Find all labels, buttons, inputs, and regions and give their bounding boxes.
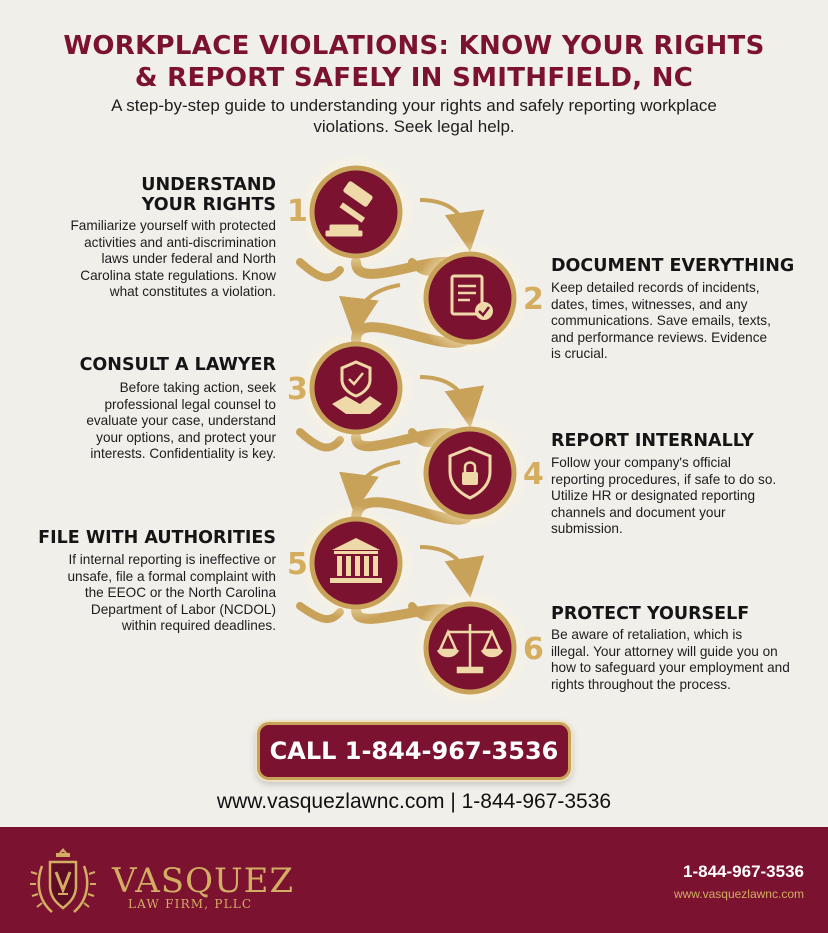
step-2-title: DOCUMENT EVERYTHING bbox=[551, 256, 795, 276]
step-6-number: 6 bbox=[523, 632, 544, 667]
step-3-title: CONSULT A LAWYER bbox=[79, 355, 276, 375]
title-line-1: WORKPLACE VIOLATIONS: KNOW YOUR RIGHTS bbox=[63, 31, 765, 61]
page-subtitle: A step-by-step guide to understanding your rights and safely reporting workplace violations. Seek legal help. bbox=[111, 96, 717, 136]
footer-phone[interactable]: 1-844-967-3536 bbox=[683, 862, 804, 881]
brand-name: VASQUEZ bbox=[112, 861, 295, 901]
step-1-number: 1 bbox=[287, 194, 308, 229]
brand-subtitle: LAW FIRM, PLLC bbox=[128, 897, 253, 911]
step-2-circle bbox=[412, 240, 528, 356]
step-5-description: If internal reporting is ineffective or unsafe, file a formal complaint with the EEOC or the North Carolina Department of Labor (NCDOL) within required deadlines. bbox=[67, 552, 276, 633]
step-4-description: Follow your company's official reporting procedures, if safe to do so. Utilize HR or designated reporting channels and document your submission. bbox=[551, 455, 777, 536]
step-6-title: PROTECT YOURSELF bbox=[551, 604, 750, 624]
arrow-3-to-4 bbox=[420, 377, 468, 412]
step-4-title: REPORT INTERNALLY bbox=[551, 431, 754, 451]
step-1-title: UNDERSTAND YOUR RIGHTS bbox=[141, 175, 276, 215]
step-3-circle bbox=[298, 330, 414, 446]
step-3-description: Before taking action, seek professional legal counsel to evaluate your case, understand your options, and protect your interests. Confidentiality is key. bbox=[86, 380, 276, 461]
step-2-number: 2 bbox=[523, 282, 544, 317]
title-line-2: & REPORT SAFELY IN SMITHFIELD, NC bbox=[134, 63, 694, 93]
arrow-2-to-3 bbox=[356, 285, 400, 322]
arrow-1-to-2 bbox=[420, 200, 468, 236]
step-1-description: Familiarize yourself with protected activities and anti-discrimination laws under federal and North Carolina state regulations. Know what constitutes a violation. bbox=[70, 218, 276, 299]
step-2-description: Keep detailed records of incidents, dates, times, witnesses, and any communications. Save emails, texts, and performance reviews. Evidence is crucial. bbox=[551, 280, 771, 361]
step-4-number: 4 bbox=[523, 457, 544, 492]
law-firm-crest-logo bbox=[22, 842, 104, 922]
contact-line[interactable]: www.vasquezlawnc.com | 1-844-967-3536 bbox=[216, 790, 612, 813]
arrow-4-to-5 bbox=[356, 462, 400, 498]
step-5-title: FILE WITH AUTHORITIES bbox=[38, 528, 276, 548]
footer-url[interactable]: www.vasquezlawnc.com bbox=[673, 887, 804, 901]
step-3-number: 3 bbox=[287, 372, 308, 407]
step-5-number: 5 bbox=[287, 547, 308, 582]
step-6-description: Be aware of retaliation, which is illegal. Your attorney will guide you on how to safeguard your employment and rights throughout the process. bbox=[551, 627, 790, 692]
arrow-5-to-6 bbox=[420, 547, 468, 582]
call-button[interactable]: CALL 1-844-967-3536 bbox=[257, 722, 571, 780]
